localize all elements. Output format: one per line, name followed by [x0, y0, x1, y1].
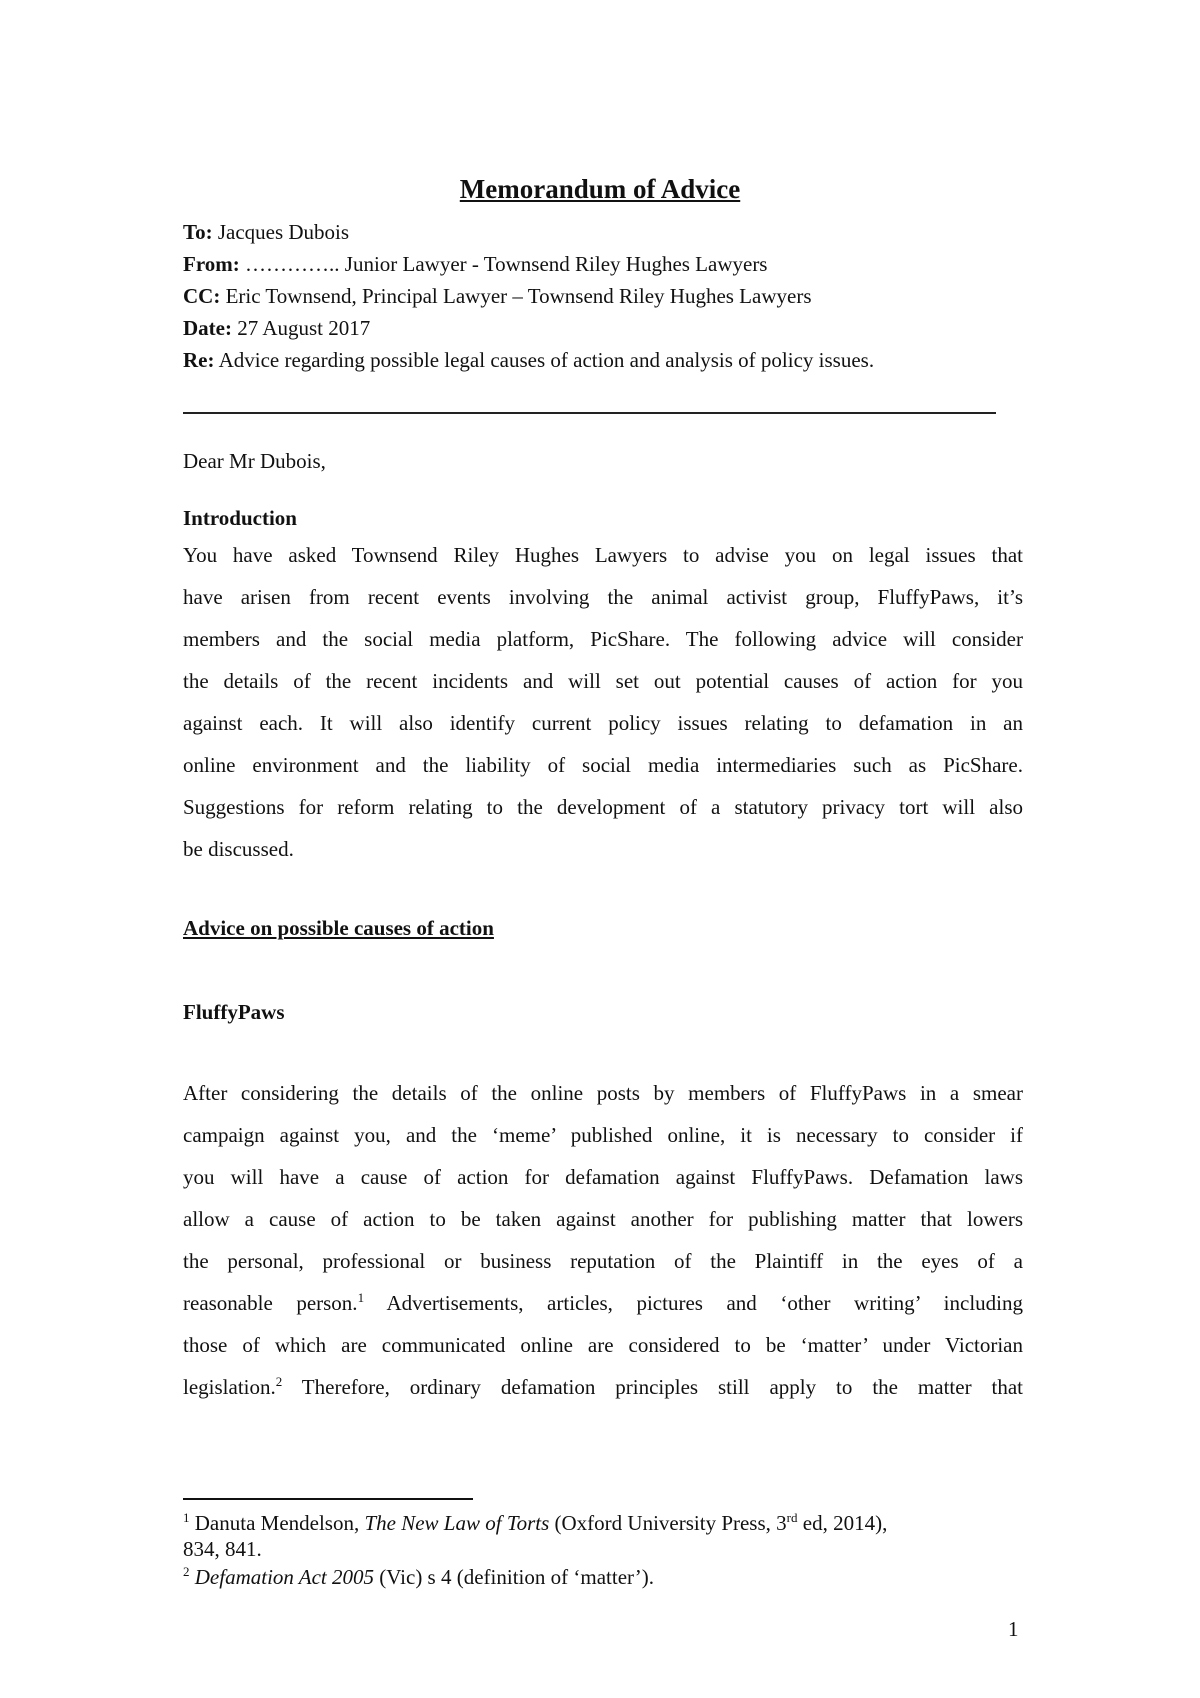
page-number: 1	[1008, 1617, 1019, 1641]
from-value: ………….. Junior Lawyer - Townsend Riley Hughes Lawyers	[239, 252, 768, 276]
from-label: From:	[183, 252, 240, 276]
memo-from	[183, 248, 767, 281]
memo-cc	[183, 280, 812, 313]
date-label: Date:	[183, 316, 232, 340]
intro-line: have arisen from recent events involving the animal activist group, FluffyPaws, it’s	[183, 585, 1023, 609]
body-line: campaign against you, and the ‘meme’ published online, it is necessary to consider if	[183, 1123, 1023, 1147]
body-text: legislation.	[183, 1375, 276, 1399]
footnote-title: Defamation Act 2005	[189, 1565, 375, 1589]
to-label: To:	[183, 220, 213, 244]
introduction-paragraph	[183, 534, 1023, 870]
footnote-text: ed, 2014),	[797, 1511, 888, 1535]
body-text: Advertisements, articles, pictures and ‘other writing’ including	[364, 1291, 1023, 1315]
body-line: the personal, professional or business reputation of the Plaintiff in the eyes of a	[183, 1249, 1023, 1273]
header-divider	[183, 412, 996, 414]
body-text: Therefore, ordinary defamation principles still apply to the matter that	[282, 1375, 1023, 1399]
introduction-heading: Introduction	[183, 506, 297, 530]
memo-re	[183, 344, 874, 377]
footnote-number: 1	[183, 1510, 190, 1525]
sub-heading: FluffyPaws	[183, 1000, 285, 1024]
memo-date	[183, 312, 370, 345]
footnote-number: 2	[183, 1564, 190, 1579]
footnote-superscript: rd	[786, 1510, 798, 1525]
body-line	[183, 1282, 1023, 1324]
footnote-text: (Oxford University Press, 3	[549, 1511, 787, 1535]
footnote-2	[183, 1564, 1023, 1590]
intro-line: against each. It will also identify current policy issues relating to defamation in an	[183, 711, 1023, 735]
re-value: Advice regarding possible legal causes of action and analysis of policy issues.	[214, 348, 875, 372]
intro-line: be discussed.	[183, 837, 294, 861]
footnote-text: (Vic) s 4 (definition of ‘matter’).	[374, 1565, 655, 1589]
intro-line: Suggestions for reform relating to the development of a statutory privacy tort will also	[183, 795, 1023, 819]
memo-to	[183, 216, 349, 249]
footnote-1	[183, 1510, 1023, 1562]
body-line: After considering the details of the online posts by members of FluffyPaws in a smear	[183, 1081, 1023, 1105]
cc-value: Eric Townsend, Principal Lawyer – Townsend Riley Hughes Lawyers	[220, 284, 812, 308]
intro-line: online environment and the liability of social media intermediaries such as PicShare.	[183, 753, 1023, 777]
intro-line: the details of the recent incidents and will set out potential causes of action for you	[183, 669, 1023, 693]
body-line: you will have a cause of action for defamation against FluffyPaws. Defamation laws	[183, 1165, 1023, 1189]
date-value: 27 August 2017	[231, 316, 371, 340]
footnote-text: Danuta Mendelson,	[189, 1511, 365, 1535]
footnote-title: The New Law of Torts	[364, 1511, 550, 1535]
footnote-text: 834, 841.	[183, 1537, 262, 1561]
section-heading: Advice on possible causes of action	[183, 916, 494, 940]
body-line: allow a cause of action to be taken against another for publishing matter that lowers	[183, 1207, 1023, 1231]
body-line	[183, 1366, 1023, 1408]
to-value: Jacques Dubois	[212, 220, 350, 244]
body-paragraph	[183, 1072, 1023, 1408]
body-text: reasonable person.	[183, 1291, 358, 1315]
footnote-ref[interactable]: 2	[275, 1374, 283, 1389]
re-label: Re:	[183, 348, 215, 372]
footnote-divider	[183, 1498, 473, 1500]
cc-label: CC:	[183, 284, 221, 308]
footnote-ref[interactable]: 1	[357, 1290, 365, 1305]
salutation: Dear Mr Dubois,	[183, 449, 326, 473]
body-line: those of which are communicated online are considered to be ‘matter’ under Victorian	[183, 1333, 1023, 1357]
page-title: Memorandum of Advice	[459, 174, 741, 204]
intro-line: You have asked Townsend Riley Hughes Lawyers to advise you on legal issues that	[183, 543, 1023, 567]
intro-line: members and the social media platform, PicShare. The following advice will consider	[183, 627, 1023, 651]
